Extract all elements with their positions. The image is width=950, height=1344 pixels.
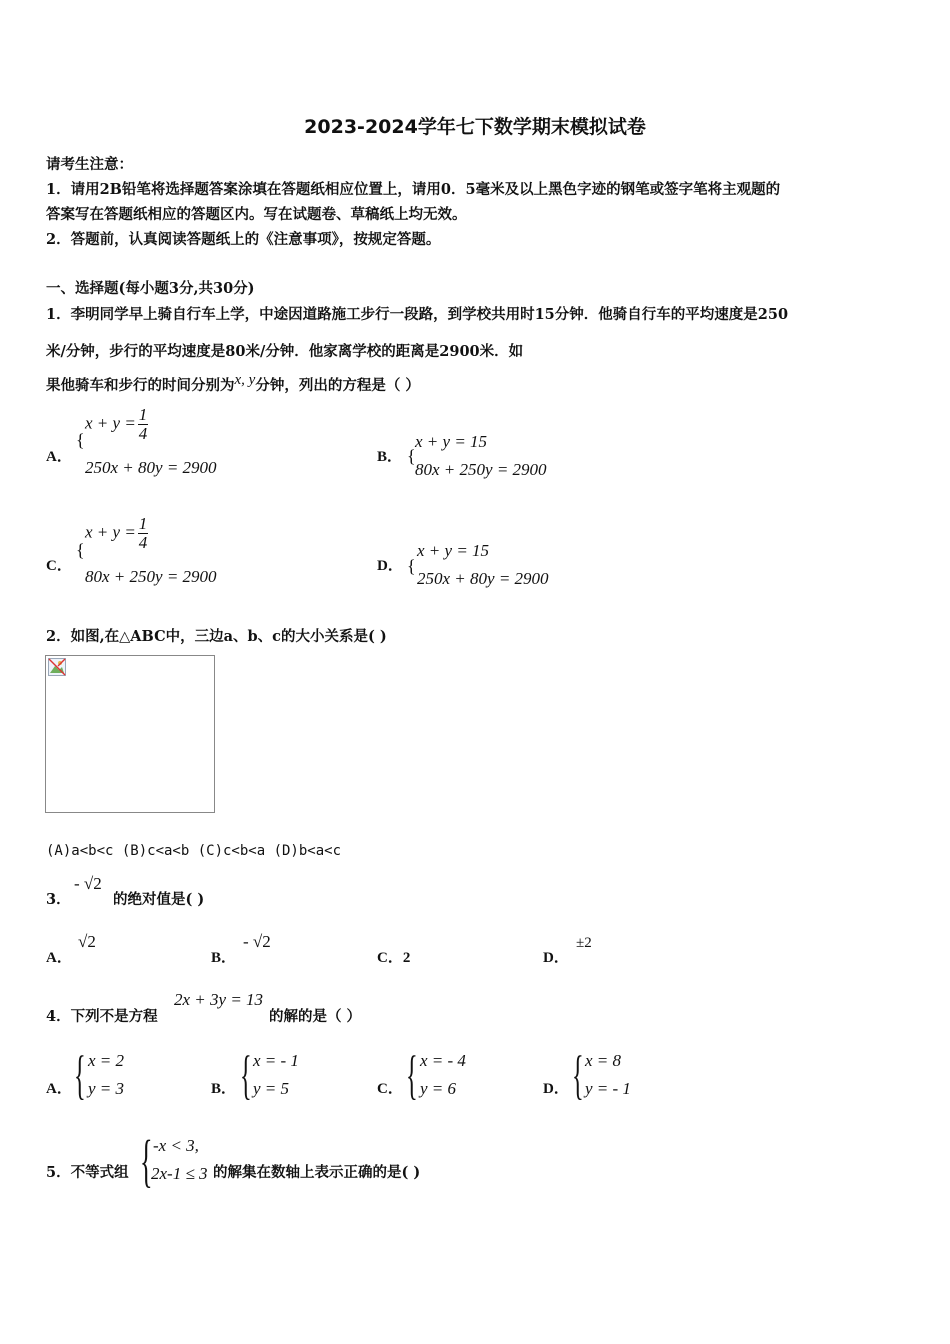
q1-option-b-brace: {	[407, 446, 416, 466]
q1-option-b-eq2: 80x + 250y = 2900	[415, 460, 547, 479]
q1-option-d-eq1: x + y = 15	[417, 541, 490, 560]
q3-option-d-value: ±2	[576, 935, 592, 951]
q2-stem: 2．如图,在△ABC中，三边a、b、c的大小关系是( )	[46, 628, 387, 645]
q3-number: 3．	[46, 891, 71, 908]
q1-option-d-label: D．	[377, 558, 403, 574]
q4-option-c-brace: {	[406, 1045, 418, 1105]
q4-option-c-x: x = - 4	[420, 1051, 466, 1070]
notice-line-1a: 1．请用2B铅笔将选择题答案涂填在答题纸相应位置上，请用0．5毫米及以上黑色字迹的钢笔或签字笔将主观题的	[46, 181, 781, 198]
q4-option-a-x: x = 2	[88, 1051, 125, 1070]
q5-suffix: 的解集在数轴上表示正确的是( )	[213, 1164, 421, 1181]
q4-option-a-label: A．	[46, 1081, 72, 1097]
q4-option-c-y: y = 6	[420, 1079, 457, 1098]
notice-heading: 请考生注意：	[46, 156, 133, 173]
q1-option-a-eq1: x + y = $\frac{1}{4}$	[85, 405, 148, 443]
q1-option-a-label: A．	[46, 449, 72, 465]
notice-line-2: 2．答题前，认真阅读答题纸上的《注意事项》，按规定答题。	[46, 231, 441, 248]
q5-brace: {	[140, 1128, 153, 1193]
q1-option-d-brace: {	[407, 556, 416, 576]
q1-option-b-label: B．	[377, 449, 403, 465]
q4-option-b-brace: {	[240, 1045, 252, 1105]
q2-triangle-figure	[45, 655, 215, 813]
q4-option-d-label: D．	[543, 1081, 569, 1097]
page-title: 2023-2024学年七下数学期末模拟试卷	[304, 116, 646, 138]
q1-stem-line1: 1．李明同学早上骑自行车上学，中途因道路施工步行一段路，到学校共用时15分钟．他骑自行车的平均速度是250	[46, 306, 789, 323]
q3-expression: - √2	[74, 874, 102, 893]
q5-inequality-1: -x < 3,	[153, 1136, 199, 1155]
q4-option-a-brace: {	[74, 1045, 86, 1105]
q1-option-d-eq2: 250x + 80y = 2900	[417, 569, 549, 588]
q3-option-a-value: √2	[78, 932, 96, 951]
q4-option-d-x: x = 8	[585, 1051, 622, 1070]
q5-inequality-2: 2x-1 ≤ 3	[151, 1164, 208, 1183]
q1-vars: x, y	[234, 372, 256, 388]
q3-option-b-value: - √2	[243, 932, 271, 951]
q1-option-c-eq2: 80x + 250y = 2900	[85, 567, 217, 586]
q5-prefix: 5．不等式组	[46, 1164, 129, 1181]
q3-suffix: 的绝对值是( )	[113, 891, 205, 908]
q1-option-a-eq2: 250x + 80y = 2900	[85, 458, 217, 477]
q3-option-a-label: A．	[46, 950, 72, 966]
q4-option-c-label: C．	[377, 1081, 403, 1097]
q1-option-c-brace: {	[76, 540, 85, 560]
q4-option-b-x: x = - 1	[253, 1051, 299, 1070]
q4-prefix: 4．下列不是方程	[46, 1008, 158, 1025]
q1-option-a-brace: {	[76, 430, 85, 450]
q3-option-d-label: D．	[543, 950, 569, 966]
q4-suffix: 的解的是（ ）	[269, 1008, 362, 1025]
q1-option-c-label: C．	[46, 558, 72, 574]
q2-options: (A)a<b<c (B)c<a<b (C)c<b<a (D)b<a<c	[46, 843, 342, 859]
q4-option-d-y: y = - 1	[585, 1079, 631, 1098]
q3-option-c-label: C．2	[377, 950, 411, 966]
q4-option-b-y: y = 5	[253, 1079, 290, 1098]
notice-line-1b: 答案写在答题纸相应的答题区内。写在试题卷、草稿纸上均无效。	[46, 206, 467, 223]
q4-option-d-brace: {	[572, 1045, 584, 1105]
q4-option-b-label: B．	[211, 1081, 237, 1097]
section-heading: 一、选择题(每小题3分,共30分)	[46, 280, 255, 297]
q4-equation: 2x + 3y = 13	[174, 990, 264, 1009]
q3-option-b-label: B．	[211, 950, 237, 966]
q1-stem-line2: 米/分钟，步行的平均速度是80米/分钟．他家离学校的距离是2900米．如	[46, 343, 524, 360]
q1-option-c-eq1: x + y = $\frac{1}{4}$	[85, 514, 148, 552]
q1-option-b-eq1: x + y = 15	[415, 432, 488, 451]
q1-stem-line3: 果他骑车和步行的时间分别为x, y分钟，列出的方程是（ ）	[46, 372, 420, 394]
q4-option-a-y: y = 3	[88, 1079, 125, 1098]
broken-image-icon	[48, 658, 66, 676]
